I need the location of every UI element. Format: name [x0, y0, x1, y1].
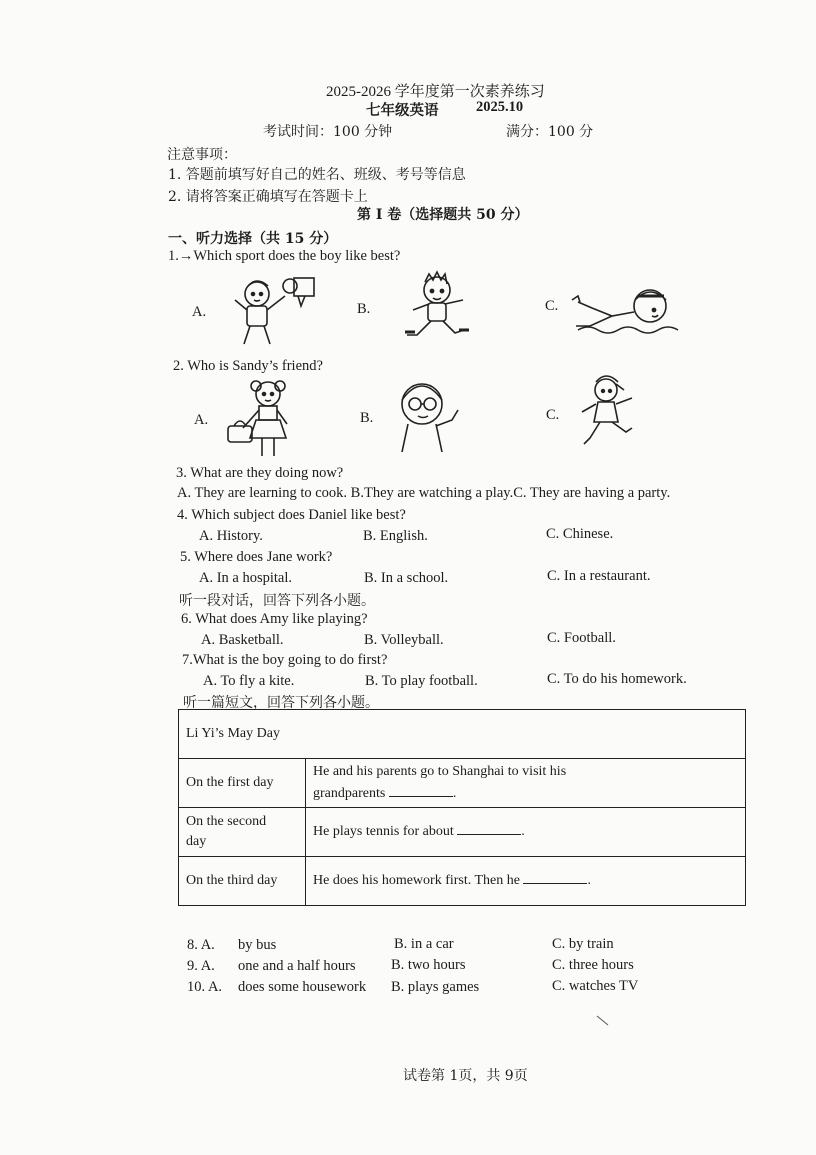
q2-option-b-letter: B. [360, 410, 374, 426]
table-day-line: On the second [186, 814, 267, 829]
table-text: He plays tennis for about [313, 824, 454, 839]
q4-option-a: A. History. [199, 528, 263, 544]
q10-option-a: does some housework [238, 979, 367, 995]
table-day-cell: On the first day [179, 759, 306, 808]
q10-option-b: B. plays games [391, 979, 480, 995]
q2-option-a-letter: A. [194, 412, 209, 428]
question-2-stem: 2. Who is Sandy’s friend? [173, 358, 323, 374]
table-text: grandparents [313, 786, 386, 801]
answer-blank [457, 822, 521, 835]
running-boy-picture [395, 270, 485, 348]
table-row [179, 857, 746, 906]
q5-option-a: A. In a hospital. [199, 570, 293, 586]
q5-option-b: B. In a school. [364, 570, 449, 586]
exam-date: 2025.10 [476, 99, 524, 115]
table-title: Li Yi’s May Day [179, 710, 746, 759]
answer-blank [523, 871, 587, 884]
notes-item-2: 2. 请将答案正确填写在答题卡上 [168, 189, 368, 205]
table-text: He does his homework first. Then he [313, 873, 520, 888]
q1-option-a-letter: A. [192, 304, 207, 320]
table-row [179, 808, 746, 857]
q8-option-b: B. in a car [394, 936, 454, 952]
basketball-boy-picture [222, 276, 322, 354]
question-3-options: A. They are learning to cook. B.They are watching a play.C. They are having a party. [177, 485, 671, 501]
running-girl-picture [572, 372, 644, 456]
pen-mark [596, 1015, 610, 1027]
q4-option-b: B. English. [363, 528, 428, 544]
q2-option-c-letter: C. [546, 407, 560, 423]
table-day-cell: On the third day [179, 857, 306, 906]
notes-item-1: 1. 答题前填写好自己的姓名、班级、考号等信息 [168, 167, 466, 183]
table-text-line: He and his parents go to Shanghai to visit his [313, 764, 567, 779]
page-footer: 试卷第 1页，共 9页 [403, 1068, 528, 1084]
q10-number: 10. A. [187, 979, 223, 995]
section-title: 一、听力选择（共 15 分） [168, 231, 338, 247]
q6-option-c: C. Football. [547, 630, 616, 646]
girl-with-bag-picture [222, 376, 302, 462]
passage-instruction: 听一篇短文，回答下列各小题。 [183, 695, 379, 711]
table-text-end: . [521, 824, 525, 839]
girl-with-glasses-picture [386, 374, 464, 458]
exam-full-score: 满分：100 分 [506, 124, 594, 140]
exam-subject: 七年级英语 [366, 103, 439, 119]
q7-option-a: A. To fly a kite. [203, 673, 295, 689]
table-text-cell [306, 808, 746, 857]
notes-heading: 注意事项： [167, 147, 237, 163]
question-3-stem: 3. What are they doing now? [176, 465, 344, 481]
q5-option-c: C. In a restaurant. [547, 568, 651, 584]
q1-option-b-letter: B. [357, 301, 371, 317]
q7-option-c: C. To do his homework. [547, 671, 687, 687]
q9-option-a: one and a half hours [238, 958, 356, 974]
answer-blank [389, 784, 453, 797]
table-text-line [313, 783, 738, 805]
exam-time: 考试时间：100 分钟 [263, 124, 393, 140]
may-day-table [178, 709, 746, 906]
q9-number: 9. A. [187, 958, 215, 974]
q10-option-c: C. watches TV [552, 978, 639, 994]
q7-option-b: B. To play football. [365, 673, 478, 689]
table-text-cell [306, 759, 746, 808]
q8-number: 8. A. [187, 937, 215, 953]
q9-option-c: C. three hours [552, 957, 634, 973]
table-text-end: . [587, 873, 591, 888]
swimming-boy-picture [568, 282, 680, 338]
q8-option-c: C. by train [552, 936, 614, 952]
q4-option-c: C. Chinese. [546, 526, 614, 542]
table-day-line: day [186, 834, 207, 849]
table-row [179, 759, 746, 808]
question-4-stem: 4. Which subject does Daniel like best? [177, 507, 406, 523]
q6-option-a: A. Basketball. [201, 632, 284, 648]
table-text-cell [306, 857, 746, 906]
question-7-stem: 7.What is the boy going to do first? [182, 652, 388, 668]
table-text-end: . [452, 786, 457, 801]
dialog-instruction: 听一段对话，回答下列各小题。 [179, 593, 375, 609]
question-5-stem: 5. Where does Jane work? [180, 549, 333, 565]
exam-title: 2025-2026 学年度第一次素养练习 [326, 84, 545, 100]
q9-option-b: B. two hours [391, 957, 466, 973]
q1-option-c-letter: C. [545, 298, 559, 314]
q8-option-a: by bus [238, 937, 277, 953]
question-1-stem: 1.→Which sport does the boy like best? [168, 248, 401, 264]
table-day-cell [179, 808, 306, 857]
volume-title: 第 I 卷（选择题共 50 分） [357, 207, 529, 223]
question-6-stem: 6. What does Amy like playing? [181, 611, 368, 627]
q6-option-b: B. Volleyball. [364, 632, 444, 648]
